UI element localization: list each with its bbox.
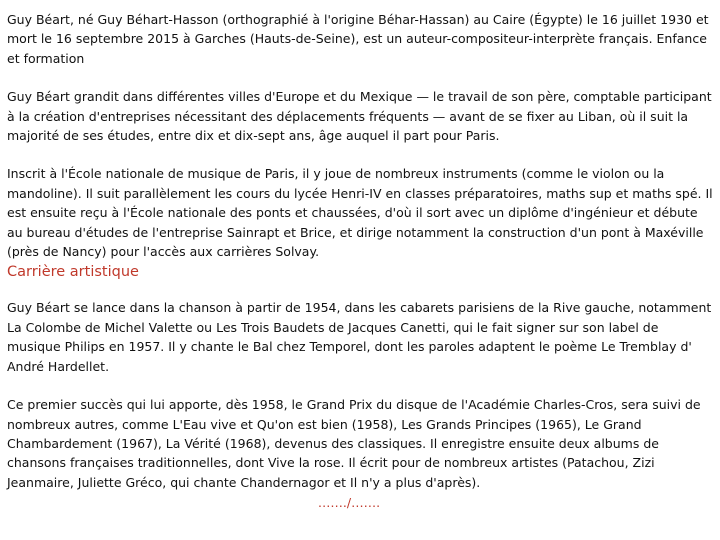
childhood-paragraph: Guy Béart grandit dans différentes villes d'Europe et du Mexique — le travail de son père, comptable participant à la création d'entreprises nécessitant des déplacements fréquents — avant de se fixer au Liban, où il suit la majorité de ses études, entre dix et dix-sept ans, âge auquel il part pour Paris. (7, 89, 712, 144)
section-heading-career: Carrière artistique (7, 264, 139, 281)
success-paragraph: Ce premier succès qui lui apporte, dès 1958, le Grand Prix du disque de l'Académie Charles-Cros, sera suivi de nombreux autres, comme L'Eau vive et Qu'on est bien (1958), Les Grands Principes (1965), Le Grand Chambardement (1967), La Vérité (1968), devenus des classiques. Il enregistre ensuite deux albums de chansons françaises traditionnelles, dont Vive la rose. Il écrit pour de nombreux artistes (Patachou, Zizi Jeanmaire, Juliette Gréco, qui chante Chandernagor et Il n'y a plus d'après). (7, 397, 701, 490)
continuation-ellipsis: ……./……. (317, 495, 381, 511)
document-page (7, 10, 713, 512)
education-paragraph: Inscrit à l'École nationale de musique de Paris, il y joue de nombreux instruments (comme le violon ou la mandoline). Il suit parallèlement les cours du lycée Henri-IV en classes préparatoires, maths sup et maths spé. Il est ensuite reçu à l'École nationale des ponts et chaussées, d'où il sort avec un diplôme d'ingénieur et débute au bureau d'études de l'entreprise Sainrapt et Brice, et dirige notamment la construction d'un pont à Maxéville (près de Nancy) pour l'accès aux carrières Solvay. (7, 166, 713, 260)
career-paragraph: Guy Béart se lance dans la chanson à partir de 1954, dans les cabarets parisiens de la Rive gauche, notamment La Colombe de Michel Valette ou Les Trois Baudets de Jacques Canetti, qui le fait signer sur son label de musique Philips en 1957. Il y chante le Bal chez Temporel, dont les paroles adaptent le poème Le Tremblay d' André Hardellet. (7, 300, 712, 374)
intro-paragraph: Guy Béart, né Guy Béhart-Hasson (orthographié à l'origine Béhar-Hassan) au Caire (Égypte) le 16 juillet 1930 et mort le 16 septembre 2015 à Garches (Hauts-de-Seine), est un auteur-compositeur-interprète français. Enfance et formation (7, 12, 709, 66)
